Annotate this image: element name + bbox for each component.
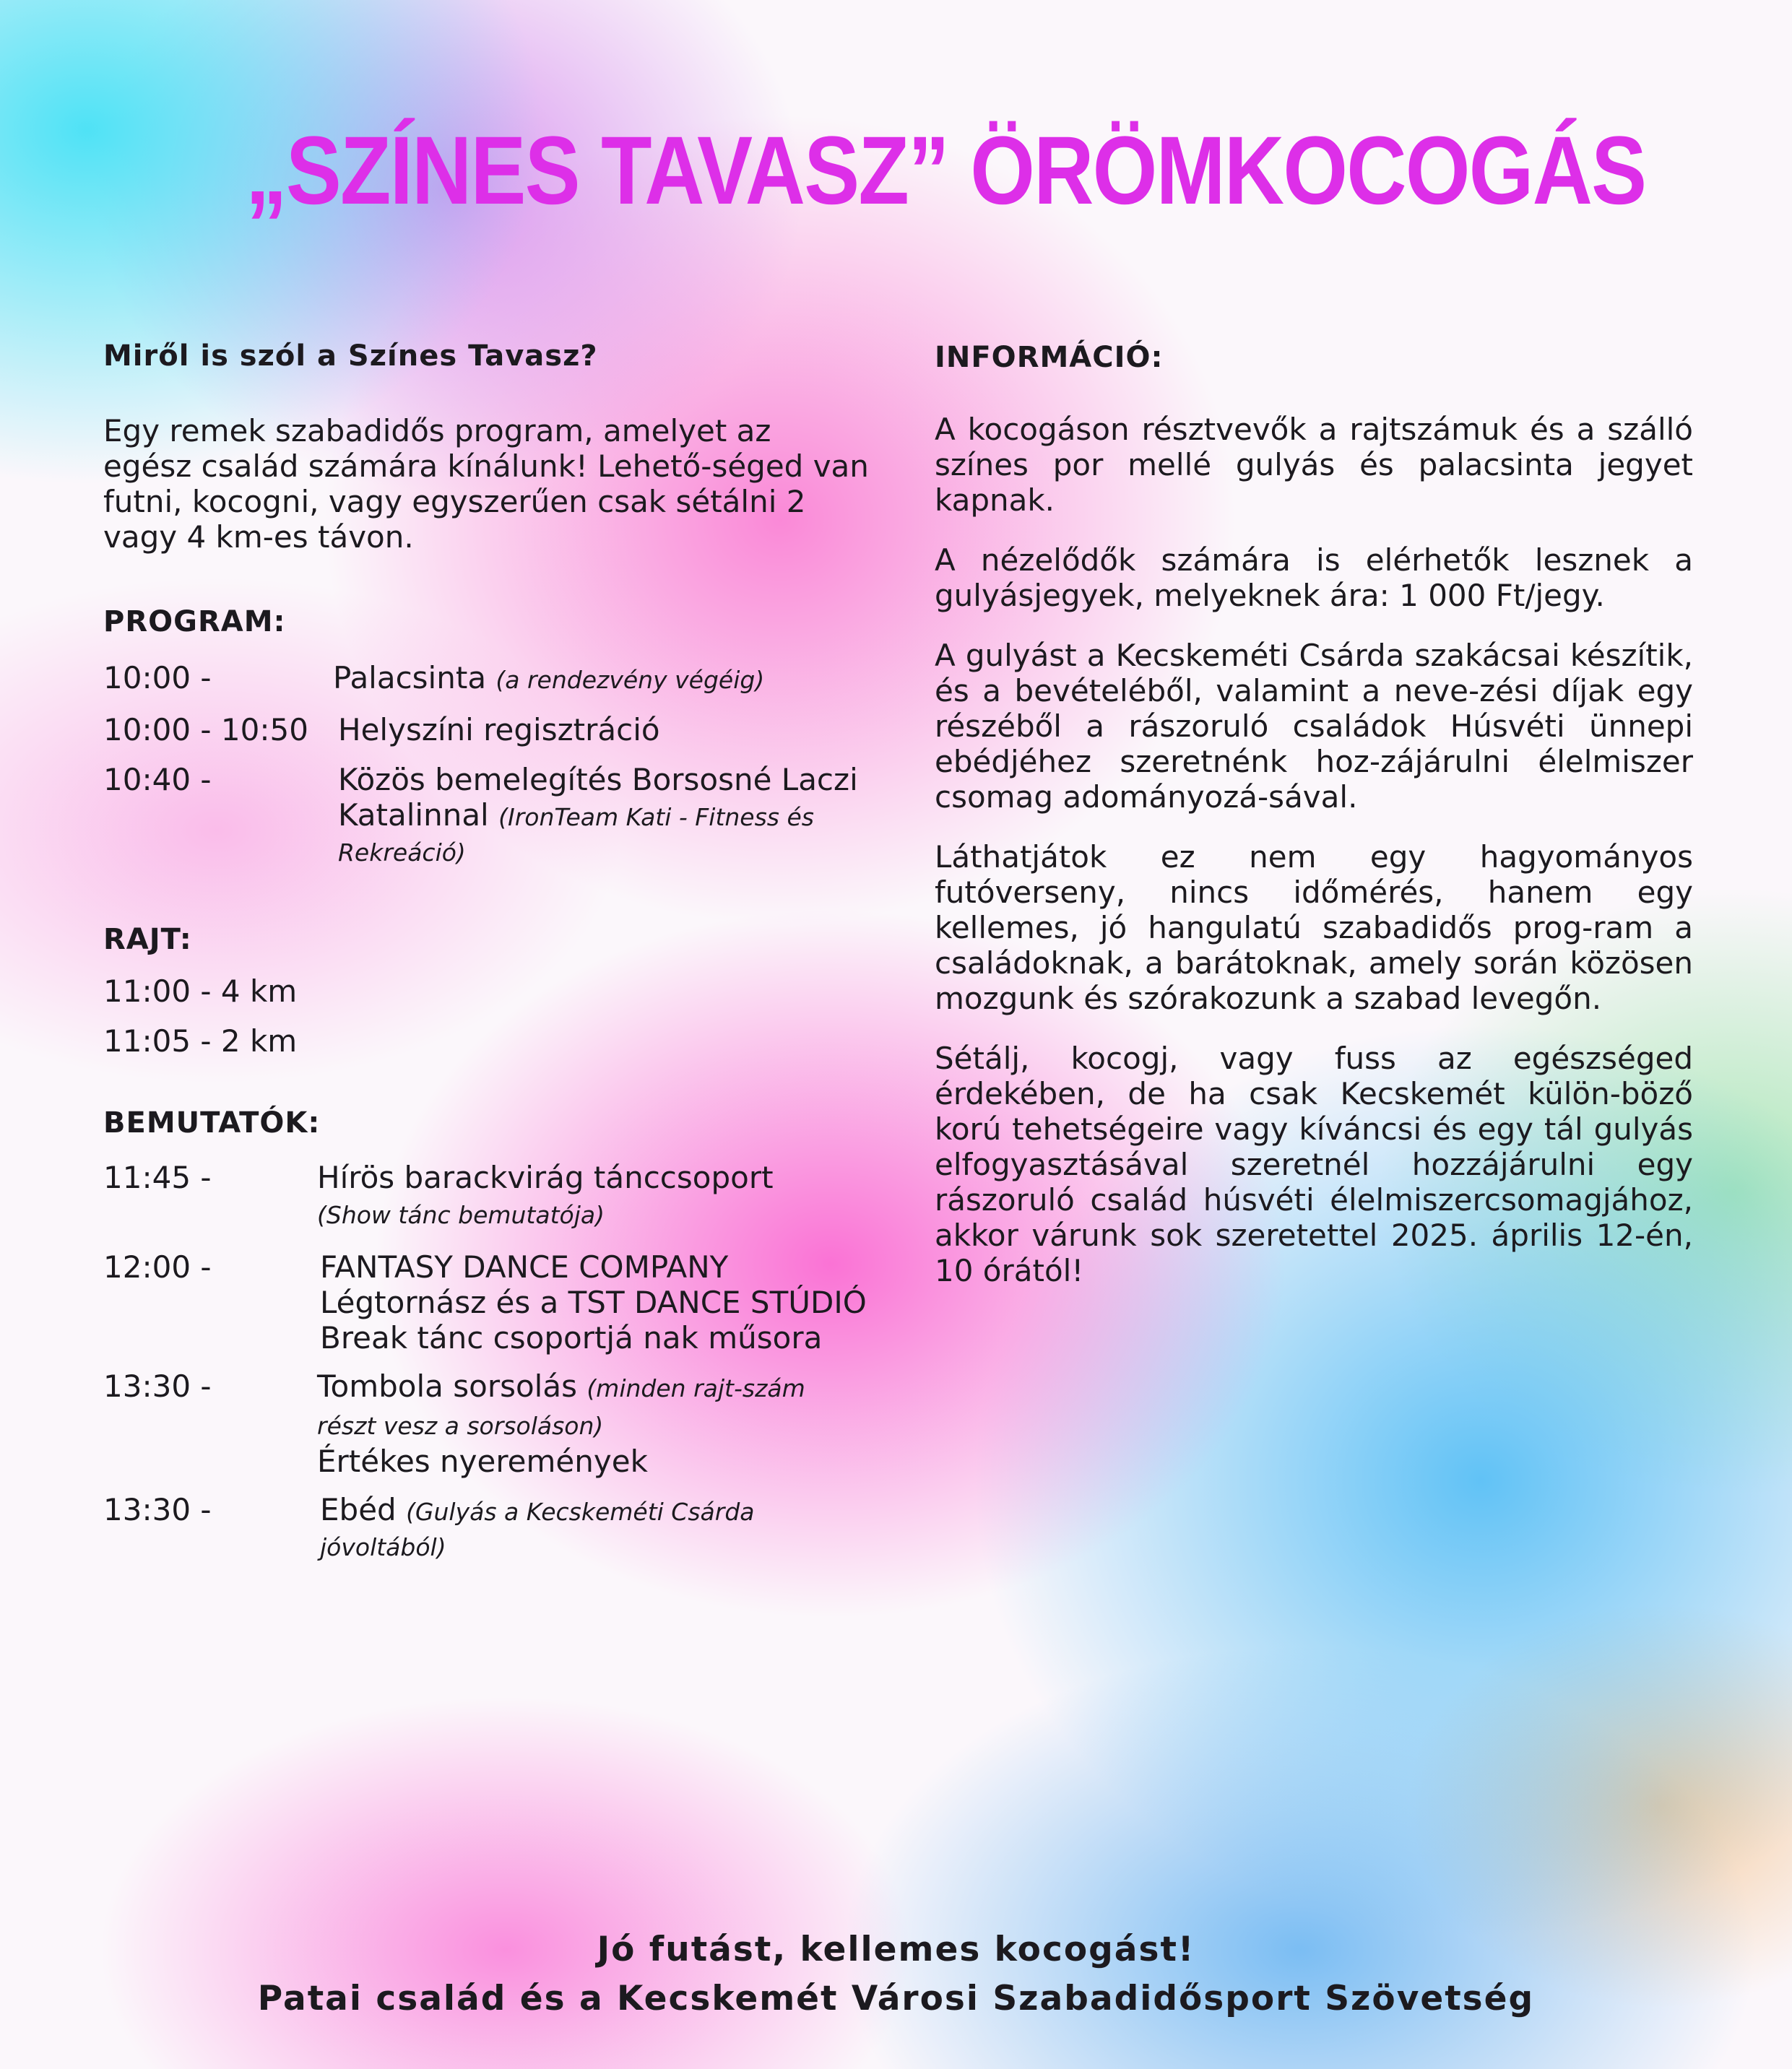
show-label: Hírös barackvirág tánccsoport — [317, 1160, 774, 1195]
show-time: 12:00 - — [103, 1249, 212, 1285]
show-text — [317, 1160, 869, 1231]
shows-heading: BEMUTATÓK: — [103, 1106, 321, 1140]
program-text: Helyszíni regisztráció — [338, 712, 660, 747]
program-heading: PROGRAM: — [103, 605, 286, 638]
show-item — [103, 1492, 869, 1563]
program-note: (a rendezvény végéig) — [495, 666, 765, 694]
program-list — [103, 660, 869, 868]
program-item — [103, 762, 869, 868]
start-item: 11:05 - 2 km — [103, 1023, 298, 1059]
program-note: (IronTeam Kati - Fitness és Rekreáció) — [338, 803, 814, 867]
start-item: 11:00 - 4 km — [103, 973, 298, 1009]
right-column — [935, 341, 1693, 1288]
page-title: „SZÍNES TAVASZ” ÖRÖMKOCOGÁS — [246, 117, 1646, 225]
start-heading: RAJT: — [103, 923, 192, 956]
show-text: FANTASY DANCE COMPANY Légtornász és a TST DANCE STÚDIÓ Break tánc csoportjá nak műsora — [320, 1249, 867, 1356]
footer-line-1: Jó futást, kellemes kocogást! — [597, 1930, 1195, 1969]
program-text — [333, 660, 869, 698]
show-item — [103, 1369, 869, 1479]
info-paragraph: A kocogáson résztvevők a rajtszámuk és a szálló színes por mellé gulyás és palacsinta jegyet kapnak. — [935, 412, 1693, 518]
show-text — [320, 1492, 869, 1563]
info-paragraph: A nézelődők számára is elérhetők lesznek a gulyásjegyek, melyeknek ára: 1 000 Ft/jegy. — [935, 542, 1693, 613]
show-time: 13:30 - — [103, 1369, 212, 1404]
shows-list — [103, 1160, 869, 1563]
show-note: (minden rajt-szám részt vesz a sorsoláson) — [317, 1374, 805, 1440]
program-time: 10:00 - 10:50 — [103, 712, 308, 747]
program-label: Közös bemelegítés Borsosné Laczi Katalinnal — [338, 762, 858, 833]
about-text: Egy remek szabadidős program, amelyet az egész család számára kínálunk! Lehető-séged van futni, kocogni, vagy egyszerűen csak sétálni 2 vagy 4 km-es távon. — [103, 413, 869, 555]
show-item — [103, 1249, 869, 1356]
show-time: 11:45 - — [103, 1160, 212, 1195]
show-note: (Show tánc bemutatója) — [317, 1201, 605, 1229]
program-time: 10:40 - — [103, 762, 212, 797]
show-label: Ebéd — [320, 1492, 407, 1527]
program-item — [103, 660, 869, 698]
show-item — [103, 1160, 869, 1231]
program-time: 10:00 - — [103, 660, 212, 695]
program-text — [338, 762, 869, 868]
show-note: (Gulyás a Kecskeméti Csárda jóvoltából) — [320, 1498, 755, 1561]
info-paragraph: A gulyást a Kecskeméti Csárda szakácsai készítik, és a bevételéből, valamint a neve-zési díjak egy részéből a rászoruló családok Húsvéti ünnepi ebédjéhez szeretnénk hoz-zájárulni élelmiszer csomag adományozá-sával. — [935, 638, 1693, 815]
program-label: Palacsinta — [333, 660, 496, 695]
about-heading: Miről is szól a Színes Tavasz? — [103, 339, 598, 373]
footer-line-2: Patai család és a Kecskemét Városi Szabadidősport Szövetség — [257, 1979, 1535, 2018]
left-column — [103, 339, 869, 1563]
info-heading: INFORMÁCIÓ: — [935, 341, 1164, 374]
show-extra: Értékes nyeremények — [317, 1444, 648, 1479]
info-paragraph: Sétálj, kocogj, vagy fuss az egészséged érdekében, de ha csak Kecskemét külön-böző korú tehetségeire vagy kíváncsi és egy tál gulyás elfogyasztásával szeretnél hozzájárulni egy rászoruló család húsvéti élelmiszercsomagjához, akkor várunk sok szeretettel 2025. április 12-én, 10 órától! — [935, 1041, 1693, 1288]
info-paragraph: Láthatjátok ez nem egy hagyományos futóverseny, nincs időmérés, hanem egy kellemes, jó hangulatú szabadidős prog-ram a családoknak, a barátoknak, amely során közösen mozgunk és szórakozunk a szabad levegőn. — [935, 839, 1693, 1016]
show-text — [317, 1369, 869, 1479]
show-time: 13:30 - — [103, 1492, 212, 1527]
program-item — [103, 712, 869, 747]
show-label: Tombola sorsolás — [317, 1369, 587, 1404]
